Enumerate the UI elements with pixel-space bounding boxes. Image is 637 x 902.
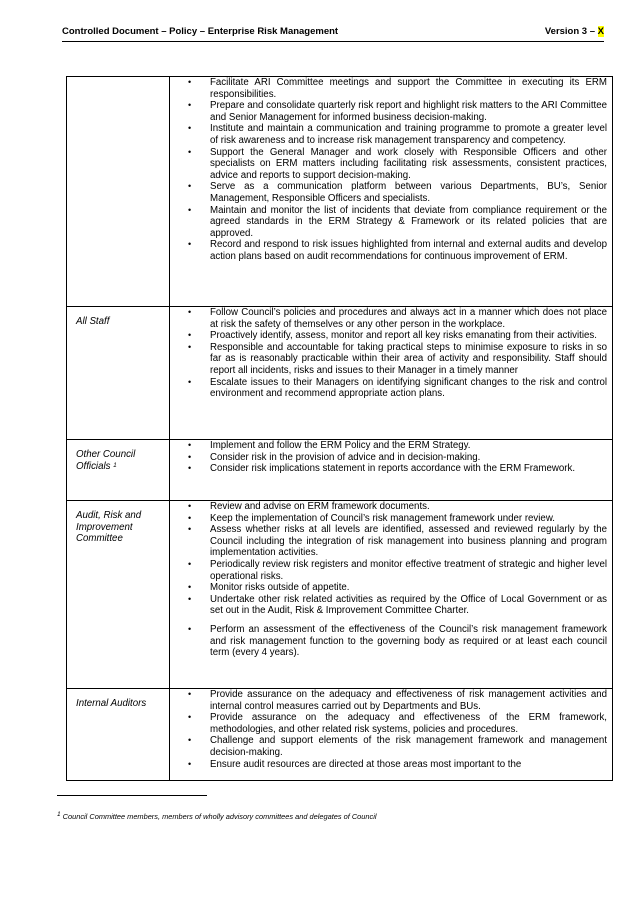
duties-cell (170, 307, 613, 440)
version-mark: X (597, 26, 604, 37)
role-cell-other-council-officials: Other Council Officials $^1$ (67, 440, 170, 501)
list-item: • Assess whether risks at all levels are identified, assessed and reviewed regularly by the Council including the integration of risk management into business planning and program implementation activities. (170, 524, 607, 559)
duties-cell (170, 440, 613, 501)
footnote-marker: 1 (57, 811, 61, 818)
list-item: • Review and advise on ERM framework documents. (170, 501, 607, 513)
list-item: • Consider risk implications statement in reports accordance with the ERM Framework. (170, 463, 607, 475)
list-item: • Provide assurance on the adequacy and effectiveness of the ERM framework, methodologies, and other related risk systems, policies and procedures. (170, 712, 607, 735)
duties-cell (170, 501, 613, 689)
list-item: • Proactively identify, assess, monitor and report all key risks emanating from their activities. (170, 330, 607, 342)
role-cell-all-staff: All Staff (67, 307, 170, 440)
list-item: • Implement and follow the ERM Policy and the ERM Strategy. (170, 440, 607, 452)
table-row (67, 689, 613, 781)
duties-cell (170, 689, 613, 781)
role-cell (67, 77, 170, 307)
list-item: • Perform an assessment of the effectiveness of the Council’s risk management framework and risk management function to the governing body as required or at least each council term (every 4 years). (170, 624, 607, 659)
duties-list (170, 77, 607, 263)
table-row (67, 77, 613, 307)
list-item: • Record and respond to risk issues highlighted from internal and external audits and develop action plans based on audit recommendations for continuous improvement of ERM. (170, 239, 607, 262)
document-title: Controlled Document – Policy – Enterprise Risk Management (62, 26, 339, 37)
list-item: • Monitor risks outside of appetite. (170, 582, 607, 594)
footnote-divider (57, 795, 207, 796)
duties-list (170, 689, 607, 770)
list-item: • Prepare and consolidate quarterly risk report and highlight risk matters to the ARI Committee and Senior Management for informed business decision-making. (170, 100, 607, 123)
list-item: • Consider risk in the provision of advice and in decision-making. (170, 452, 607, 464)
list-item: • Serve as a communication platform between various Departments, BU’s, Senior Management, Responsible Officers and specialists. (170, 181, 607, 204)
footnote-text: Council Committee members, members of wholly advisory committees and delegates of Council (60, 812, 377, 821)
list-item: • Provide assurance on the adequacy and effectiveness of risk management activities and internal control measures carried out by Departments and BUs. (170, 689, 607, 712)
list-item: • Undertake other risk related activities as required by the Office of Local Government or as set out in the Audit, Risk & Improvement Committee Charter. (170, 594, 607, 617)
duties-list (170, 307, 607, 400)
page-header (62, 26, 604, 42)
version-label (545, 26, 604, 37)
footnote-ref: 1 (113, 461, 117, 469)
version-prefix: Version 3 – (544, 26, 598, 37)
duties-cell (170, 77, 613, 307)
table-row (67, 440, 613, 501)
list-item: • Keep the implementation of Council’s risk management framework under review. (170, 513, 607, 525)
duties-list (170, 501, 607, 659)
list-item: • Facilitate ARI Committee meetings and support the Committee in executing its ERM responsibilities. (170, 77, 607, 100)
list-item: • Follow Council’s policies and procedures and always act in a manner which does not place at risk the safety of themselves or any other person in the workplace. (170, 307, 607, 330)
table-row (67, 307, 613, 440)
list-item: • Periodically review risk registers and monitor effective treatment of strategic and higher level operational risks. (170, 559, 607, 582)
table-row (67, 501, 613, 689)
list-item: • Responsible and accountable for taking practical steps to minimise exposure to risks in so far as is reasonably practicable within their area of activity and responsibility. Staff should report all incidents, risks and issues to their Manager in a timely manner (170, 342, 607, 377)
role-cell-audit-committee: Audit, Risk and Improvement Committee (67, 501, 170, 689)
list-item: • Support the General Manager and work closely with Responsible Officers and other specialists on ERM matters including facilitating risk assessments, consistent practices, advice and reports to support decision-making. (170, 147, 607, 182)
roles-table (66, 76, 613, 781)
duties-list (170, 440, 607, 475)
footnote (57, 812, 377, 821)
list-item: • Escalate issues to their Managers on identifying significant changes to the risk and control environment and recommend appropriate action plans. (170, 377, 607, 400)
role-cell-internal-auditors: Internal Auditors (67, 689, 170, 781)
list-item: • Maintain and monitor the list of incidents that deviate from compliance requirement or the agreed standards in the ERM Strategy & Framework or its related policies that are approved. (170, 205, 607, 240)
list-item: • Challenge and support elements of the risk management framework and management decision-making. (170, 735, 607, 758)
list-item: • Ensure audit resources are directed at those areas most important to the (170, 759, 607, 771)
list-item: • Institute and maintain a communication and training programme to promote a greater level of risk awareness and to increase risk management transparency and competency. (170, 123, 607, 146)
